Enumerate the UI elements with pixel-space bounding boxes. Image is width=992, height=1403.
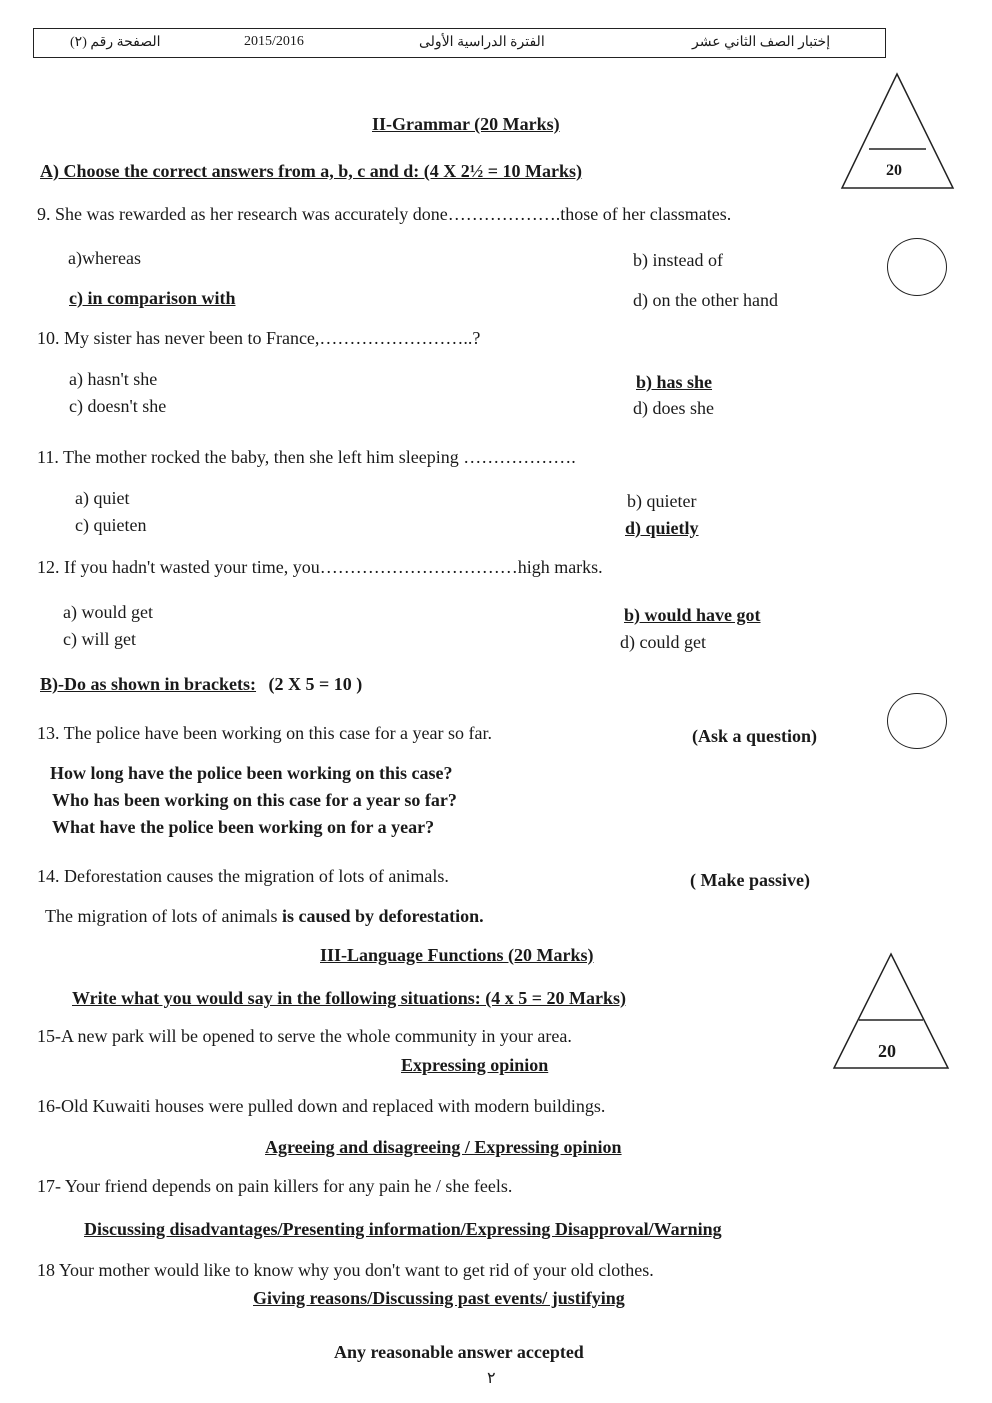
question-13: 13. The police have been working on this case for a year so far. — [37, 723, 493, 743]
exam-title: إختبار الصف الثاني عشر — [692, 35, 831, 50]
term-label: الفترة الدراسية الأولى — [419, 35, 545, 50]
situation-18: 18 Your mother would like to know why you don't want to get rid of your old clothes. — [37, 1260, 654, 1280]
score-circle-b — [887, 693, 947, 749]
question-10: 10. My sister has never been to France,……………………..? — [37, 328, 481, 348]
q11-option-b: b) quieter — [627, 491, 697, 511]
grammar-section-title: II-Grammar (20 Marks) — [372, 114, 560, 134]
q9-option-b: b) instead of — [633, 250, 723, 270]
q9-option-a: a)whereas — [68, 248, 141, 268]
q14-answer — [45, 906, 484, 927]
situation-17: 17- Your friend depends on pain killers for any pain he / she feels. — [37, 1176, 513, 1196]
score-circle-a — [887, 238, 947, 296]
q9-option-c-correct: c) in comparison with — [69, 288, 236, 308]
q13-answer-1: How long have the police been working on this case? — [50, 763, 453, 783]
situation-15: 15-A new park will be opened to serve the whole community in your area. — [37, 1026, 572, 1046]
q14-answer-bold: is caused by deforestation. — [281, 906, 484, 926]
part-b-title: B)-Do as shown in brackets: — [40, 674, 257, 694]
question-14: 14. Deforestation causes the migration of lots of animals. — [37, 866, 449, 886]
functions-instruction: Write what you would say in the following situations: (4 x 5 = 20 Marks) — [72, 988, 626, 1008]
q14-instruction: ( Make passive) — [690, 870, 810, 890]
q9-option-d: d) on the other hand — [633, 290, 778, 310]
q13-instruction: (Ask a question) — [692, 726, 818, 746]
page-number: ٢ — [487, 1370, 496, 1387]
q11-option-a: a) quiet — [75, 488, 130, 508]
page-label: الصفحة رقم (٢) — [70, 35, 161, 50]
q12-option-b-correct: b) would have got — [624, 605, 761, 625]
q12-option-a: a) would get — [63, 602, 153, 622]
q10-option-b-correct: b) has she — [636, 372, 713, 392]
functions-section-title: III-Language Functions (20 Marks) — [320, 945, 594, 965]
question-11: 11. The mother rocked the baby, then she left him sleeping ………………. — [37, 447, 576, 467]
q12-option-c: c) will get — [63, 629, 136, 649]
q13-answer-2: Who has been working on this case for a year so far? — [52, 790, 457, 810]
q11-option-c: c) quieten — [75, 515, 147, 535]
grammar-marks-value: 20 — [886, 162, 902, 179]
part-b-heading — [40, 674, 362, 695]
situation-18-function: Giving reasons/Discussing past events/ justifying — [253, 1288, 625, 1308]
q10-option-c: c) doesn't she — [69, 396, 167, 416]
academic-year: 2015/2016 — [244, 34, 304, 49]
q14-answer-plain: The migration of lots of animals — [45, 906, 282, 926]
situation-17-function: Discussing disadvantages/Presenting information/Expressing Disapproval/Warning — [84, 1219, 722, 1239]
situation-15-function: Expressing opinion — [401, 1055, 549, 1075]
part-b-marks: (2 X 5 = 10 ) — [268, 674, 363, 694]
question-9: 9. She was rewarded as her research was accurately done……………….those of her classmates. — [37, 204, 732, 224]
q10-option-a: a) hasn't she — [69, 369, 158, 389]
part-a-title: A) Choose the correct answers from a, b, c and d: (4 X 2½ = 10 Marks) — [40, 161, 583, 181]
situation-16-function: Agreeing and disagreeing / Expressing opinion — [265, 1137, 622, 1157]
footer-note: Any reasonable answer accepted — [334, 1342, 584, 1362]
functions-marks-value: 20 — [878, 1041, 896, 1061]
q10-option-d: d) does she — [633, 398, 714, 418]
situation-16: 16-Old Kuwaiti houses were pulled down and replaced with modern buildings. — [37, 1096, 606, 1116]
q11-option-d-correct: d) quietly — [625, 518, 699, 538]
q13-answer-3: What have the police been working on for a year? — [52, 817, 435, 837]
exam-header — [33, 28, 886, 58]
question-12: 12. If you hadn't wasted your time, you……………………………high marks. — [37, 557, 603, 577]
q12-option-d: d) could get — [620, 632, 706, 652]
